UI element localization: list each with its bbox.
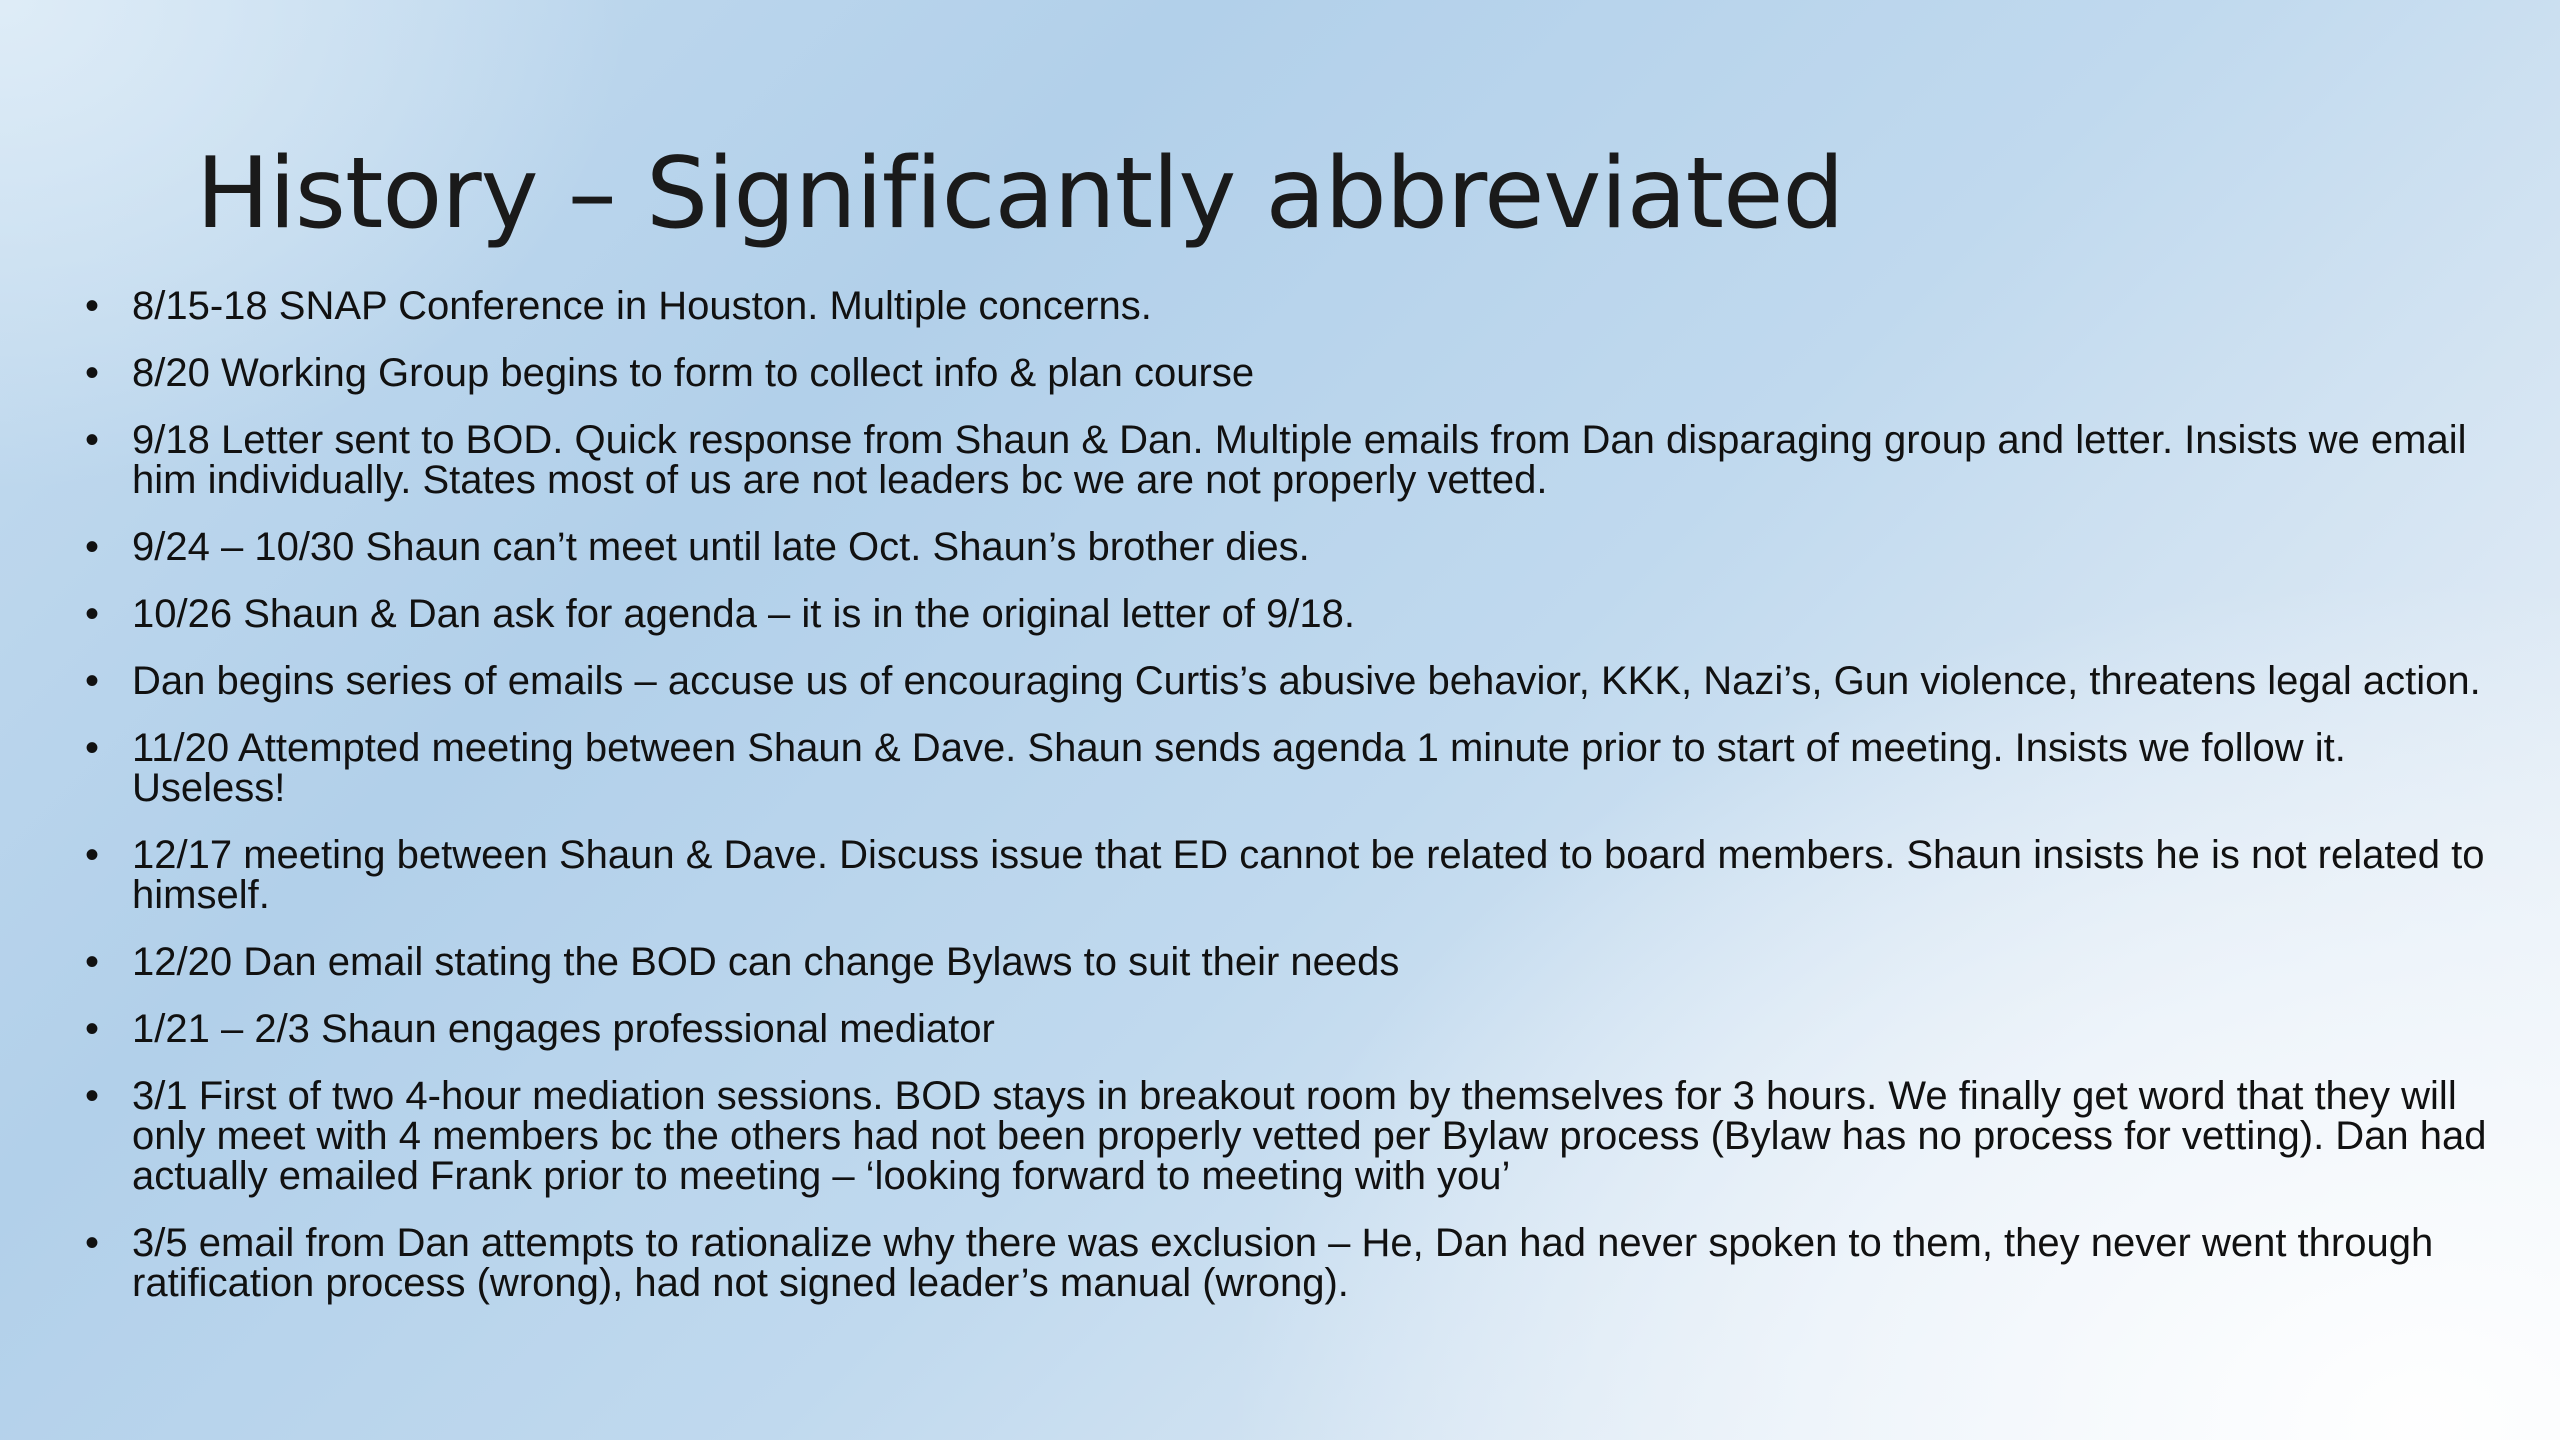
bullet-item (80, 594, 2500, 634)
bullet-text: 8/15-18 SNAP Conference in Houston. Multiple concerns. (132, 284, 1152, 328)
bullet-text: 9/24 – 10/30 Shaun can’t meet until late Oct. Shaun’s brother dies. (132, 525, 1310, 569)
bullet-item (80, 1076, 2500, 1196)
bullet-text: 11/20 Attempted meeting between Shaun & Dave. Shaun sends agenda 1 minute prior to start of meeting. Insists we follow it. Useless! (132, 726, 2346, 810)
slide-title: History – Significantly abbreviated (196, 137, 1844, 251)
bullet-item (80, 286, 2500, 326)
bullet-text: 3/1 First of two 4-hour mediation sessions. BOD stays in breakout room by themselves for 3 hours. We finally get word that they will only meet with 4 members bc the others had not been properly vetted per Bylaw process (Bylaw has no process for vetting). Dan had actually emailed Frank prior to meeting – ‘looking forward to meeting with you’ (132, 1074, 2487, 1198)
bullet-text: 12/20 Dan email stating the BOD can change Bylaws to suit their needs (132, 940, 1400, 984)
bullet-item (80, 1009, 2500, 1049)
bullet-dot-icon: • (85, 1221, 100, 1265)
bullet-dot-icon: • (85, 726, 100, 770)
bullet-dot-icon: • (85, 1007, 100, 1051)
bullet-dot-icon: • (85, 1074, 100, 1118)
bullet-list (80, 286, 2500, 1330)
bullet-text: 10/26 Shaun & Dan ask for agenda – it is in the original letter of 9/18. (132, 592, 1356, 636)
bullet-text: 12/17 meeting between Shaun & Dave. Discuss issue that ED cannot be related to board members. Shaun insists he is not related to himself. (132, 833, 2485, 917)
bullet-dot-icon: • (85, 592, 100, 636)
bullet-item (80, 942, 2500, 982)
bullet-dot-icon: • (85, 525, 100, 569)
bullet-item (80, 353, 2500, 393)
bullet-dot-icon: • (85, 284, 100, 328)
bullet-text: 8/20 Working Group begins to form to collect info & plan course (132, 351, 1255, 395)
bullet-dot-icon: • (85, 418, 100, 462)
bullet-dot-icon: • (85, 940, 100, 984)
bullet-dot-icon: • (85, 833, 100, 877)
bullet-text: Dan begins series of emails – accuse us of encouraging Curtis’s abusive behavior, KKK, Nazi’s, Gun violence, threatens legal action. (132, 659, 2481, 703)
bullet-text: 1/21 – 2/3 Shaun engages professional mediator (132, 1007, 995, 1051)
bullet-item (80, 835, 2500, 915)
bullet-text: 3/5 email from Dan attempts to rationalize why there was exclusion – He, Dan had never spoken to them, they never went through ratification process (wrong), had not signed leader’s manual (wrong). (132, 1221, 2434, 1305)
bullet-item (80, 661, 2500, 701)
bullet-item (80, 527, 2500, 567)
bullet-dot-icon: • (85, 659, 100, 703)
bullet-dot-icon: • (85, 351, 100, 395)
bullet-item (80, 420, 2500, 500)
bullet-item (80, 1223, 2500, 1303)
bullet-text: 9/18 Letter sent to BOD. Quick response from Shaun & Dan. Multiple emails from Dan disparaging group and letter. Insists we email him individually. States most of us are not leaders bc we are not properly vetted. (132, 418, 2467, 502)
bullet-item (80, 728, 2500, 808)
